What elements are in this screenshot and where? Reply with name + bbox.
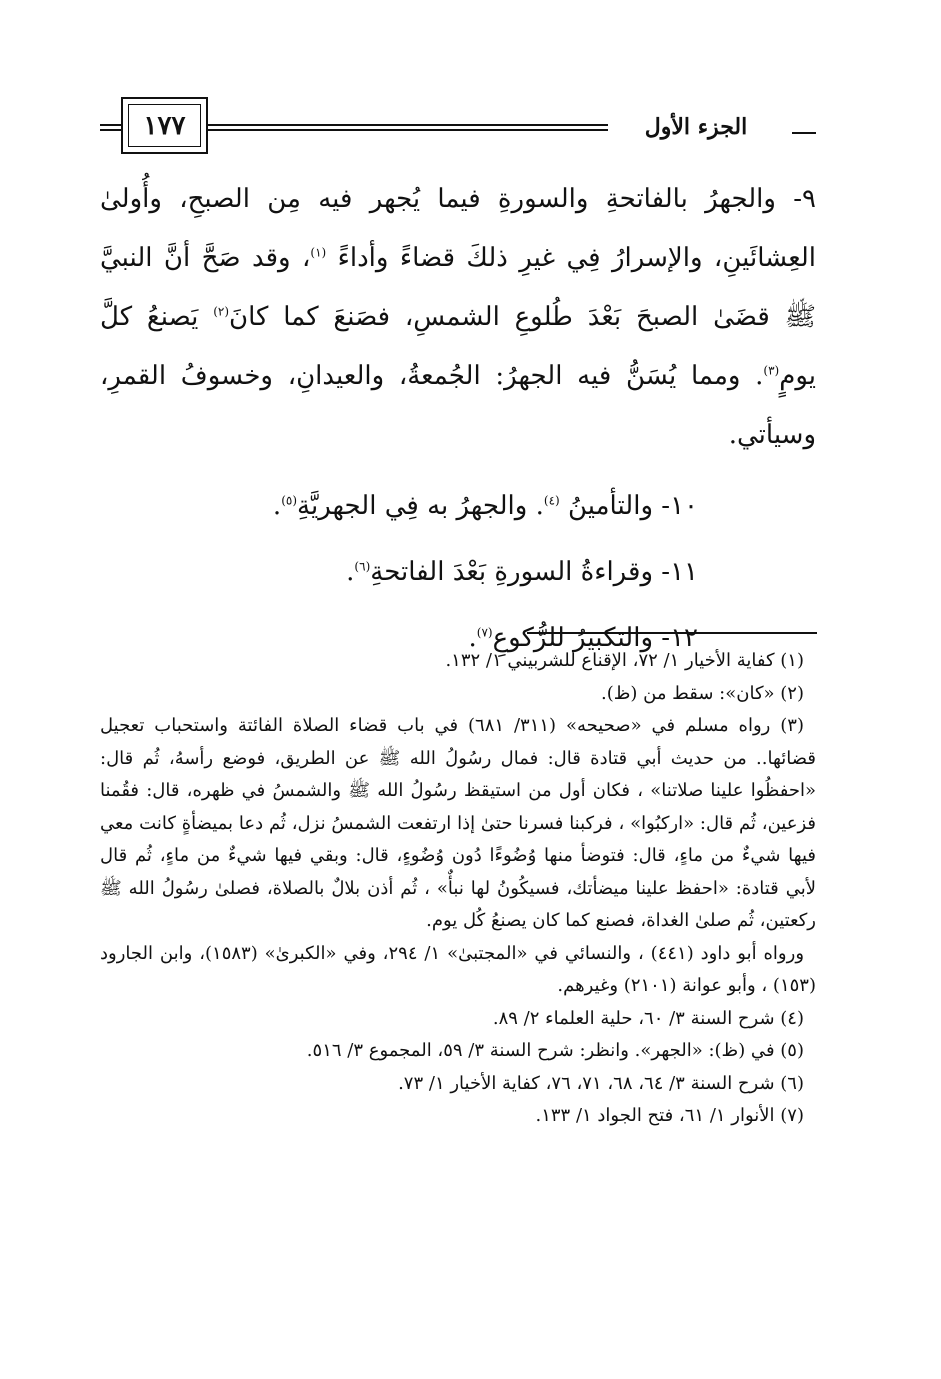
footnote-3-continued: ورواه أبو داود (٤٤١) ، والنسائي في «المجتبىٰ» ١/ ٢٩٤، وفي «الكبرىٰ» (١٥٨٣)، وابن الجارود (١٥٣) ، وأبو عوانة (٢١٠١) وغيرهم. — [100, 942, 816, 996]
footnote-3: (٣) رواه مسلم في «صحيحه» (٣١١/ ٦٨١) في باب قضاء الصلاة الفائتة واستحباب تعجيل قضائها.. من حديث أبي قتادة قال: فمال رسُولُ الله ﷺ عن الطريق، فوضع رأسهُ، ثُم قال: «احفظُوا علينا صلاتنا» ، فكان أول من استيقظ رسُولُ الله ﷺ والشمسُ في ظهره، قال: فقُمنا فزعين، ثُم قال: «اركبُوا» ، فركبنا فسرنا حتىٰ إذا ارتفعت الشمسُ نزل، ثُم دعا بميضأةٍ كانت معي فيها شيءٌ من ماءٍ، قال: فتوضأ منها وُضُوءًا دُون وُضُوءٍ، قال: وبقي فيها شيءٌ من ماءٍ، ثُم قال لأبي قتادة: «احفظ علينا ميضأتك، فسيكُونُ لها نبأٌ» ، ثُم أذن بلالٌ بالصلاة، فصلىٰ رسُولُ الله ﷺ ركعتين، ثُم صلىٰ الغداة، فصنع كما كان يصنعُ كُل يوم. — [100, 715, 816, 931]
page-header — [0, 0, 941, 165]
footnote-ref: (١) — [310, 245, 327, 260]
item-text: ١٠- والتأمينُ — [559, 491, 698, 521]
footnote-2: (٢) «كان»: سقط من (ظ). — [600, 682, 804, 704]
header-rule-left — [100, 124, 121, 131]
footnote-1: (١) كفاية الأخيار ١/ ٧٢، الإقناع للشربيني ١/ ١٣٢. — [445, 650, 804, 671]
footnotes — [100, 645, 816, 1133]
footnote-ref: (٦) — [354, 559, 371, 574]
paragraph-text: . ومما يُسَنُّ فيه الجهرُ: الجُمعةُ، والعيدانِ، وخسوفُ القمرِ، وسيأتي. — [100, 361, 816, 450]
footnote-7: (٧) الأنوار ١/ ٦١، فتح الجواد ١/ ١٣٣. — [535, 1105, 804, 1126]
footnote-4: (٤) شرح السنة ٣/ ٦٠، حلية العلماء ٢/ ٨٩. — [492, 1007, 804, 1029]
footnote-ref: (٣) — [763, 363, 780, 378]
footnote-6: (٦) شرح السنة ٣/ ٦٤، ٦٨، ٧١، ٧٦، كفاية الأخيار ١/ ٧٣. — [398, 1072, 804, 1094]
footnote-ref: (٤) — [543, 493, 560, 508]
item-text: ١١- وقراءةُ السورةِ بَعْدَ الفاتحةِ — [370, 557, 698, 587]
paragraph-9 — [100, 170, 816, 465]
paragraph-text: ٩- والجهرُ بالفاتحةِ والسورةِ فيما يُجهر فيه مِن الصبحِ، وأُولىٰ العِشائَينِ، والإسرارُ فِي غيرِ ذلكَ قضاءً وأداءً — [100, 184, 816, 273]
item-text: . — [272, 491, 282, 521]
footnote-5: (٥) في (ظ): «الجهر». وانظر: شرح السنة ٣/ ٥٩، المجموع ٣/ ٥١٦. — [306, 1040, 804, 1061]
item-text: ١٢- والتكبيرُ للرُّكوعِ — [492, 623, 698, 653]
item-text: . والجهرُ به فِي الجهريَّةِ — [297, 491, 544, 521]
page-number-box — [121, 97, 208, 154]
paragraph-text: ، وقد صَحَّ أنَّ النبيَّ ﷺ قضَىٰ الصبحَ بَعْدَ طُلوعِ الشمسِ، فصَنعَ كما كانَ — [100, 243, 816, 332]
footnote-ref: (٥) — [281, 493, 298, 508]
item-text: . — [346, 557, 355, 587]
footnote-ref: (٧) — [476, 625, 493, 640]
main-text — [100, 170, 816, 671]
list-item-10 — [100, 473, 816, 539]
list-item-11 — [100, 539, 816, 605]
item-text: . — [468, 623, 477, 653]
running-title: الجزء الأول — [644, 114, 748, 140]
footnote-separator — [527, 632, 817, 634]
header-rule-middle — [208, 124, 608, 131]
header-rule-right — [792, 132, 816, 134]
page-number: ١٧٧ — [128, 104, 201, 147]
paragraph-text: يَصنعُ كلَّ يومٍ — [100, 302, 816, 391]
footnote-ref: (٢) — [213, 304, 230, 319]
